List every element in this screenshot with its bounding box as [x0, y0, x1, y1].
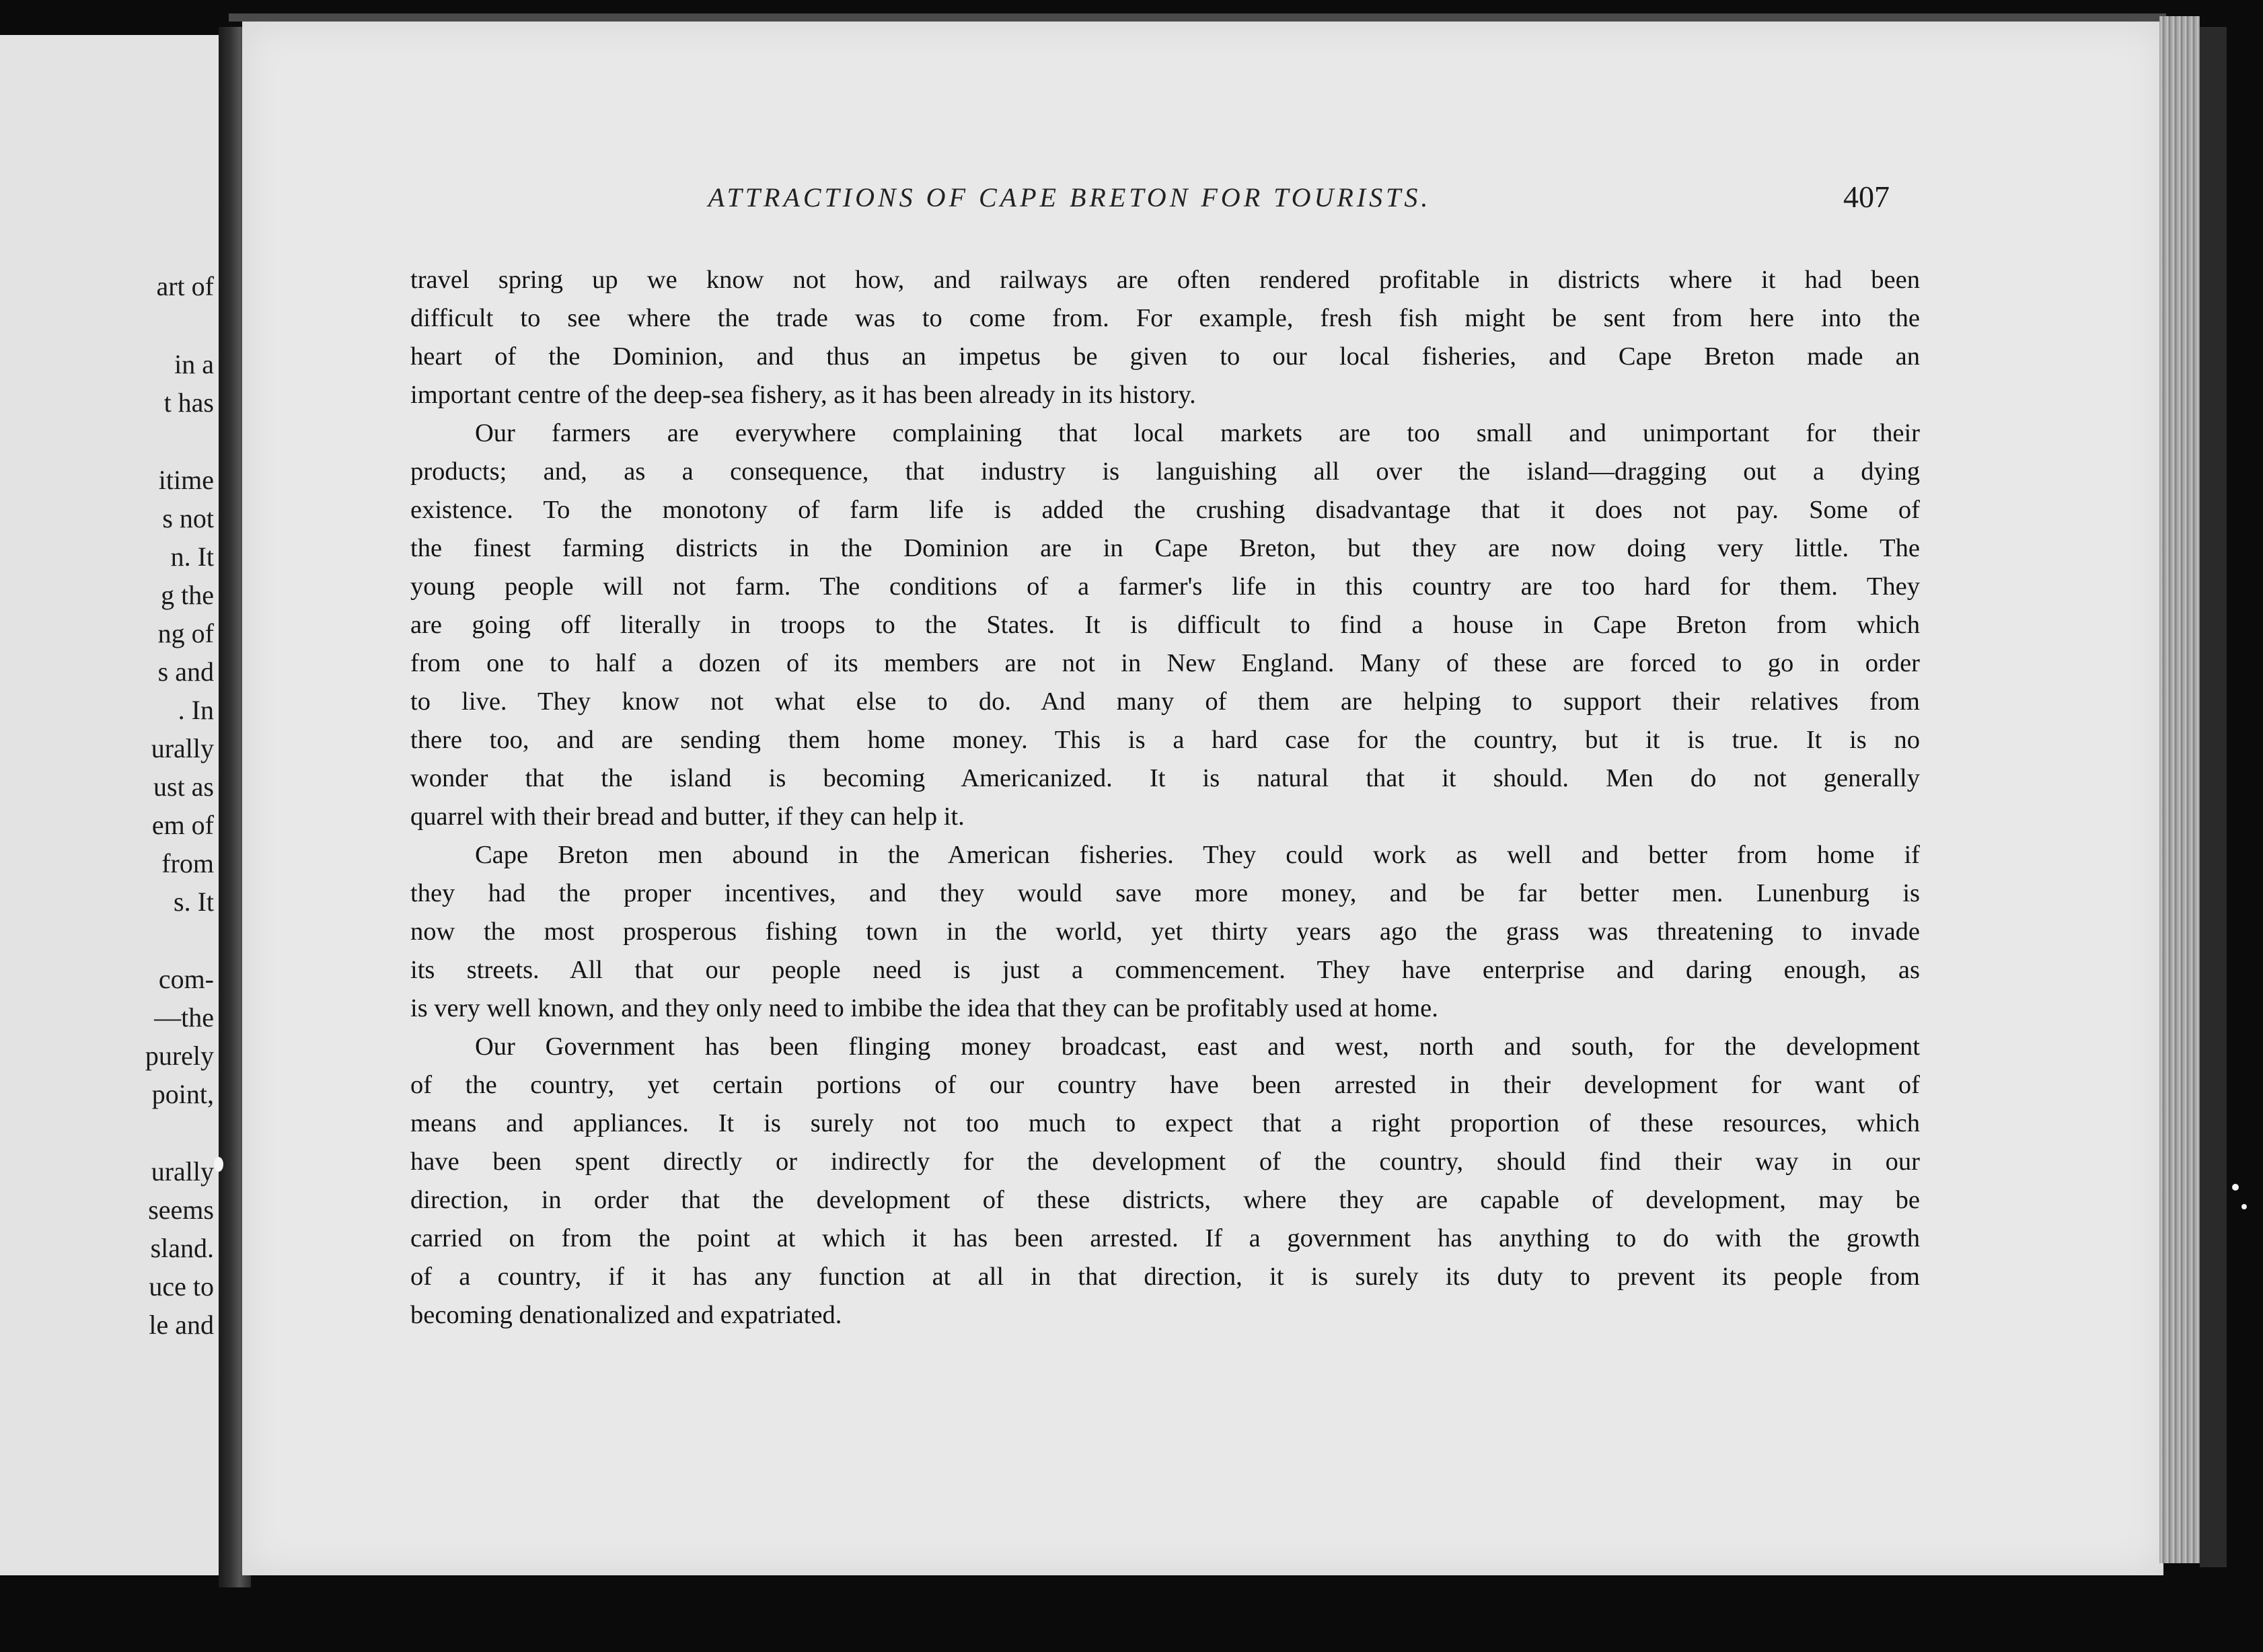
page-top-edge [229, 13, 2166, 22]
previous-page-line: em of [151, 810, 214, 840]
scan-speck [2232, 1184, 2239, 1191]
page-edges-stack [2159, 16, 2200, 1563]
previous-page-line: point, [151, 1079, 214, 1109]
text-line: quarrel with their bread and butter, if they can help it. [410, 802, 965, 831]
text-line: young people will not farm. The conditions of a farmer's life in this country are too hard for them. They [410, 572, 1920, 601]
text-line: Our Government has been flinging money broadcast, east and west, north and south, for the development [475, 1032, 1920, 1061]
text-line: difficult to see where the trade was to come from. For example, fresh fish might be sent from here into the [410, 304, 1920, 332]
previous-page-line: uce to [149, 1271, 214, 1302]
text-line: they had the proper incentives, and they would save more money, and be far better men. Lunenburg is [410, 879, 1920, 907]
previous-page-line: art of [156, 271, 214, 301]
previous-page-line: t has [163, 387, 214, 418]
previous-page-line: ng of [157, 618, 214, 648]
scan-speck [214, 1157, 223, 1172]
book-cover-edge [2200, 27, 2227, 1567]
previous-page-line: purely [145, 1041, 214, 1071]
previous-page-line: . In [178, 695, 214, 725]
body-text [410, 261, 1920, 1335]
text-line: now the most prosperous fishing town in the world, yet thirty years ago the grass was threatening to invade [410, 917, 1920, 946]
text-line: existence. To the monotony of farm life is added the crushing disadvantage that it does not pay. Some of [410, 496, 1920, 524]
page-number: 407 [1843, 180, 1890, 214]
text-line: are going off literally in troops to the States. It is difficult to find a house in Cape Breton from which [410, 611, 1920, 639]
text-line: to live. They know not what else to do. And many of them are helping to support their relatives from [410, 687, 1920, 716]
text-line: heart of the Dominion, and thus an impetus be given to our local fisheries, and Cape Breton made an [410, 342, 1920, 371]
text-line: means and appliances. It is surely not too much to expect that a right proportion of these resources, which [410, 1109, 1920, 1137]
previous-page-line: —the [154, 1002, 214, 1032]
previous-page-line: in a [174, 349, 214, 379]
running-head: ATTRACTIONS OF CAPE BRETON FOR TOURISTS. [708, 182, 1432, 213]
text-line: the finest farming districts in the Dominion are in Cape Breton, but they are now doing very little. The [410, 534, 1920, 562]
previous-page-line: s. It [174, 887, 214, 917]
scan-speck [2241, 1204, 2247, 1209]
previous-page-line: com- [158, 964, 214, 994]
previous-page-line: g the [161, 580, 214, 610]
previous-page-line: s not [162, 503, 214, 533]
text-line: Cape Breton men abound in the American fisheries. They could work as well and better from home if [475, 841, 1920, 869]
text-line: products; and, as a consequence, that industry is languishing all over the island—dragging out a dying [410, 457, 1920, 486]
text-line: there too, and are sending them home money. This is a hard case for the country, but it is true. It is no [410, 726, 1920, 754]
text-line: important centre of the deep-sea fishery, as it has been already in its history. [410, 381, 1196, 409]
previous-page-line: from [161, 848, 214, 878]
previous-page-line: sland. [150, 1233, 214, 1263]
previous-page-line: urally [151, 1156, 214, 1187]
previous-page-line: n. It [170, 541, 214, 572]
text-line: from one to half a dozen of its members are not in New England. Many of these are forced to go in order [410, 649, 1920, 677]
text-line: wonder that the island is becoming Americanized. It is natural that it should. Men do not generally [410, 764, 1920, 792]
previous-page-line: s and [157, 656, 214, 687]
previous-page-line: le and [149, 1310, 214, 1340]
text-line: becoming denationalized and expatriated. [410, 1301, 842, 1329]
previous-page [0, 35, 222, 1575]
previous-page-line: ust as [153, 772, 214, 802]
text-line: carried on from the point at which it has been arrested. If a government has anything to do with the growth [410, 1224, 1920, 1252]
text-line: have been spent directly or indirectly for the development of the country, should find their way in our [410, 1148, 1920, 1176]
text-line: its streets. All that our people need is just a commencement. They have enterprise and daring enough, as [410, 956, 1920, 984]
text-line: of the country, yet certain portions of our country have been arrested in their development for want of [410, 1071, 1920, 1099]
text-line: Our farmers are everywhere complaining that local markets are too small and unimportant for their [475, 419, 1920, 447]
text-line: is very well known, and they only need to imbibe the idea that they can be profitably used at home. [410, 994, 1438, 1022]
text-line: direction, in order that the development of these districts, where they are capable of development, may be [410, 1186, 1920, 1214]
previous-page-line: urally [151, 733, 214, 763]
previous-page-line: seems [148, 1195, 214, 1225]
text-line: travel spring up we know not how, and railways are often rendered profitable in districts where it had been [410, 266, 1920, 294]
text-line: of a country, if it has any function at all in that direction, it is surely its duty to prevent its people from [410, 1263, 1920, 1291]
previous-page-line: itime [158, 465, 214, 495]
